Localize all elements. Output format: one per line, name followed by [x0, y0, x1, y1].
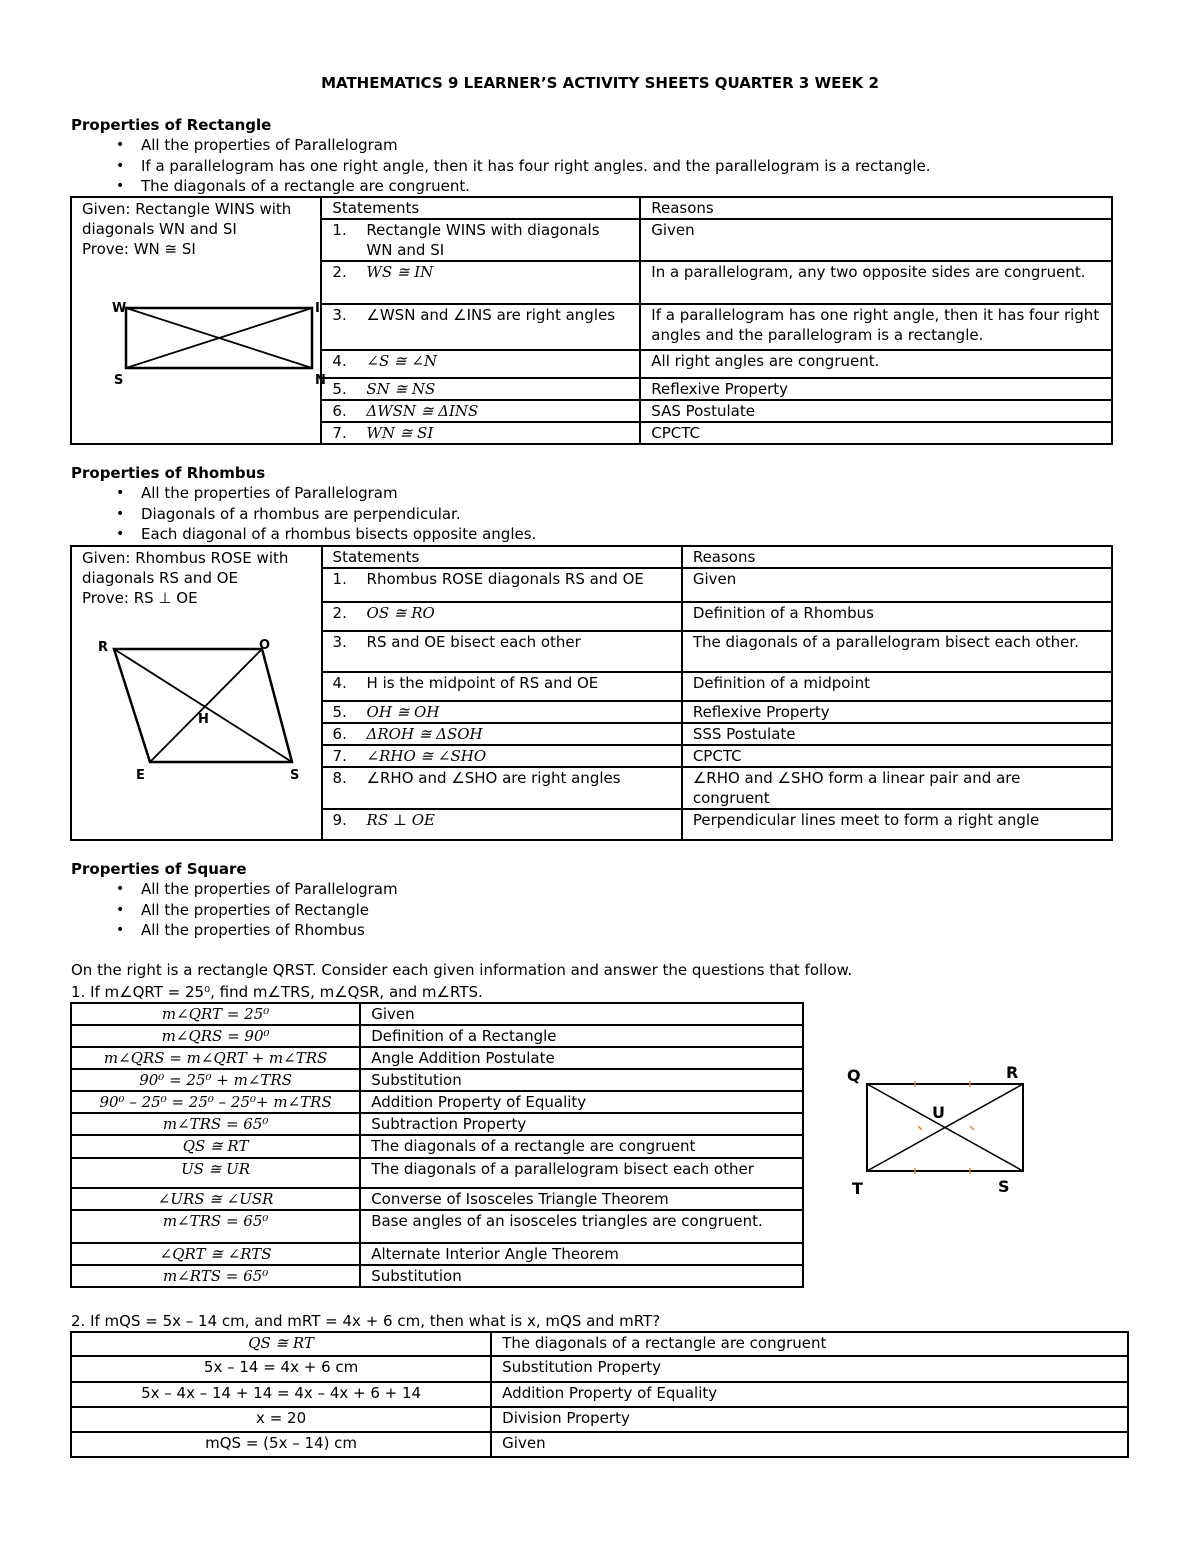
table-row: 1. Rhombus ROSE diagonals RS and OE Given [71, 568, 1112, 602]
statement: ∠QRT ≅ ∠RTS [71, 1243, 360, 1265]
question-2: 2. If mQS = 5x – 14 cm, and mRT = 4x + 6 cm, then what is x, mQS and mRT? [71, 1312, 661, 1330]
statement: ∠S ≅ ∠N [366, 352, 438, 370]
statement: 90⁰ – 25⁰ = 25⁰ – 25⁰+ m∠TRS [71, 1091, 360, 1113]
vertex-label: E [136, 768, 145, 783]
statement: H is the midpoint of RS and OE [366, 674, 599, 692]
bullet-item: • All the properties of Parallelogram [71, 483, 536, 504]
table-row: 6. ΔWSN ≅ ΔINS SAS Postulate [71, 400, 1112, 422]
statement: mQS = (5x – 14) cm [71, 1432, 491, 1457]
reason: The diagonals of a parallelogram bisect each other [360, 1158, 803, 1188]
question-1-table [70, 1002, 804, 1288]
statement: x = 20 [71, 1407, 491, 1432]
exercise-intro: On the right is a rectangle QRST. Consider each given information and answer the questions that follow. [71, 961, 853, 979]
vertex-label: Q [847, 1066, 861, 1085]
reason: Reflexive Property [682, 701, 1112, 723]
statement: OS ≅ RO [366, 604, 435, 622]
table-row [71, 1356, 1128, 1382]
bullet-item: • Each diagonal of a rhombus bisects opposite angles. [71, 524, 536, 545]
statement: Rectangle WINS with diagonals WN and SI [366, 221, 600, 259]
statement: m∠QRT = 25⁰ [71, 1003, 360, 1025]
statement: RS ⊥ OE [366, 811, 436, 829]
rectangle-qrst-figure [840, 1060, 1040, 1200]
reason: Given [640, 219, 1112, 261]
rhombus-rose-figure [92, 637, 332, 787]
column-header-reasons: Reasons [640, 197, 1112, 219]
statement: ∠RHO and ∠SHO are right angles [366, 769, 621, 787]
statement: ∠RHO ≅ ∠SHO [366, 747, 487, 765]
reason: Given [491, 1432, 1128, 1457]
vertex-label: S [290, 768, 300, 783]
table-row [71, 1265, 803, 1287]
statement: 5x – 14 = 4x + 6 cm [71, 1356, 491, 1382]
table-row [71, 1135, 803, 1158]
statement: 5x – 4x – 14 + 14 = 4x – 4x + 6 + 14 [71, 1382, 491, 1407]
given-line: diagonals RS and OE [82, 569, 239, 587]
bullet-item: • The diagonals of a rectangle are congruent. [71, 176, 931, 197]
reason: The diagonals of a rectangle are congruent [360, 1135, 803, 1158]
table-row: 3. ∠WSN and ∠INS are right angles If a parallelogram has one right angle, then it has four right angles and the parallelogram is a rectangle. [71, 304, 1112, 350]
rhombus-heading: Properties of Rhombus [71, 464, 266, 482]
table-row: 4. ∠S ≅ ∠N All right angles are congruent. [71, 350, 1112, 378]
table-row [71, 1113, 803, 1135]
table-row [71, 1158, 803, 1188]
table-row [71, 1407, 1128, 1432]
reason: SAS Postulate [640, 400, 1112, 422]
vertex-label: W [112, 301, 127, 316]
vertex-label: R [1006, 1063, 1019, 1082]
prove-line: Prove: WN ≅ SI [82, 240, 196, 258]
table-row: 5. SN ≅ NS Reflexive Property [71, 378, 1112, 400]
table-row [71, 1243, 803, 1265]
reason: CPCTC [682, 745, 1112, 767]
page-title: MATHEMATICS 9 LEARNER’S ACTIVITY SHEETS QUARTER 3 WEEK 2 [321, 74, 879, 92]
vertex-label: I [315, 301, 320, 316]
reason: If a parallelogram has one right angle, then it has four right angles and the parallelogram is a rectangle. [640, 304, 1112, 350]
reason: Addition Property of Equality [491, 1382, 1128, 1407]
statement: ΔROH ≅ ΔSOH [366, 725, 483, 743]
table-row: 9. RS ⊥ OE Perpendicular lines meet to form a right angle [71, 809, 1112, 840]
statement: ∠URS ≅ ∠USR [71, 1188, 360, 1210]
column-header-statements: Statements [322, 546, 682, 568]
vertex-label: H [198, 712, 209, 727]
given-line: diagonals WN and SI [82, 220, 237, 238]
table-row: 2. OS ≅ RO Definition of a Rhombus [71, 602, 1112, 631]
reason: Substitution Property [491, 1356, 1128, 1382]
rectangle-proof-table [70, 196, 1113, 445]
vertex-label: O [259, 638, 271, 653]
table-row [71, 1069, 803, 1091]
table-row: 7. WN ≅ SI CPCTC [71, 422, 1112, 444]
table-row: 6. ΔROH ≅ ΔSOH SSS Postulate [71, 723, 1112, 745]
reason: Definition of a Rhombus [682, 602, 1112, 631]
vertex-label: T [852, 1179, 863, 1198]
statement: ΔWSN ≅ ΔINS [366, 402, 479, 420]
column-header-reasons: Reasons [682, 546, 1112, 568]
reason: ∠RHO and ∠SHO form a linear pair and are congruent [682, 767, 1112, 809]
reason: Substitution [360, 1069, 803, 1091]
rectangle-heading: Properties of Rectangle [71, 116, 272, 134]
reason: Converse of Isosceles Triangle Theorem [360, 1188, 803, 1210]
rhombus-bullets [71, 483, 536, 545]
question-1: 1. If m∠QRT = 25⁰, find m∠TRS, m∠QSR, and m∠RTS. [71, 983, 483, 1001]
prove-line: Prove: RS ⊥ OE [82, 589, 198, 607]
table-row: 3. RS and OE bisect each other The diagonals of a parallelogram bisect each other. [71, 631, 1112, 672]
statement: 90⁰ = 25⁰ + m∠TRS [71, 1069, 360, 1091]
question-2-table [70, 1331, 1129, 1458]
vertex-label: S [998, 1177, 1010, 1196]
table-row: 8. ∠RHO and ∠SHO are right angles ∠RHO and ∠SHO form a linear pair and are congruent [71, 767, 1112, 809]
bullet-item: • If a parallelogram has one right angle, then it has four right angles. and the parallelogram is a rectangle. [71, 156, 931, 177]
reason: SSS Postulate [682, 723, 1112, 745]
reason: Given [682, 568, 1112, 602]
table-row: 1. Rectangle WINS with diagonals WN and SI Given [71, 219, 1112, 261]
statement: OH ≅ OH [366, 703, 440, 721]
table-row: 4. H is the midpoint of RS and OE Definition of a midpoint [71, 672, 1112, 701]
square-bullets [71, 879, 398, 941]
table-row [71, 1332, 1128, 1356]
reason: Angle Addition Postulate [360, 1047, 803, 1069]
rhombus-proof-table [70, 545, 1113, 841]
given-cell [71, 197, 326, 444]
statement: m∠RTS = 65⁰ [71, 1265, 360, 1287]
reason: In a parallelogram, any two opposite sides are congruent. [640, 261, 1112, 304]
reason: The diagonals of a parallelogram bisect each other. [682, 631, 1112, 672]
vertex-label: U [932, 1103, 945, 1122]
statement: m∠QRS = m∠QRT + m∠TRS [71, 1047, 360, 1069]
table-row: 2. WS ≅ IN In a parallelogram, any two opposite sides are congruent. [71, 261, 1112, 304]
statement: WN ≅ SI [366, 424, 434, 442]
reason: CPCTC [640, 422, 1112, 444]
bullet-item: • All the properties of Rectangle [71, 900, 398, 921]
table-row [71, 1091, 803, 1113]
statement: m∠TRS = 65⁰ [71, 1210, 360, 1243]
statement: QS ≅ RT [71, 1332, 491, 1356]
given-line: Given: Rectangle WINS with [82, 200, 292, 218]
statement: WS ≅ IN [366, 263, 434, 281]
statement: m∠QRS = 90⁰ [71, 1025, 360, 1047]
table-row [71, 1188, 803, 1210]
given-cell [71, 546, 322, 840]
rectangle-bullets [71, 135, 931, 197]
reason: Addition Property of Equality [360, 1091, 803, 1113]
statement: SN ≅ NS [366, 380, 436, 398]
table-row [71, 1382, 1128, 1407]
reason: Base angles of an isosceles triangles are congruent. [360, 1210, 803, 1243]
vertex-label: R [98, 640, 109, 655]
vertex-label: S [114, 373, 124, 388]
table-row [71, 1025, 803, 1047]
reason: Reflexive Property [640, 378, 1112, 400]
bullet-item: • Diagonals of a rhombus are perpendicular. [71, 504, 536, 525]
statement: m∠TRS = 65⁰ [71, 1113, 360, 1135]
reason: Definition of a midpoint [682, 672, 1112, 701]
reason: The diagonals of a rectangle are congruent [491, 1332, 1128, 1356]
given-line: Given: Rhombus ROSE with [82, 549, 289, 567]
vertex-label: N [315, 373, 326, 388]
table-row [71, 1432, 1128, 1457]
reason: Alternate Interior Angle Theorem [360, 1243, 803, 1265]
bullet-item: • All the properties of Rhombus [71, 920, 398, 941]
statement: US ≅ UR [71, 1158, 360, 1188]
reason: Definition of a Rectangle [360, 1025, 803, 1047]
statement: Rhombus ROSE diagonals RS and OE [366, 570, 644, 588]
reason: All right angles are congruent. [640, 350, 1112, 378]
reason: Division Property [491, 1407, 1128, 1432]
statement: ∠WSN and ∠INS are right angles [366, 306, 616, 324]
statement: RS and OE bisect each other [366, 633, 581, 651]
table-row [71, 1003, 803, 1025]
statement: QS ≅ RT [71, 1135, 360, 1158]
reason: Given [360, 1003, 803, 1025]
bullet-item: • All the properties of Parallelogram [71, 135, 931, 156]
reason: Perpendicular lines meet to form a right angle [682, 809, 1112, 840]
square-heading: Properties of Square [71, 860, 247, 878]
bullet-item: • All the properties of Parallelogram [71, 879, 398, 900]
reason: Substitution [360, 1265, 803, 1287]
table-row: 5. OH ≅ OH Reflexive Property [71, 701, 1112, 723]
column-header-statements: Statements [321, 197, 640, 219]
rectangle-wins-figure [104, 298, 334, 408]
table-row [71, 1210, 803, 1243]
table-row [71, 1047, 803, 1069]
reason: Subtraction Property [360, 1113, 803, 1135]
table-row: 7. ∠RHO ≅ ∠SHO CPCTC [71, 745, 1112, 767]
